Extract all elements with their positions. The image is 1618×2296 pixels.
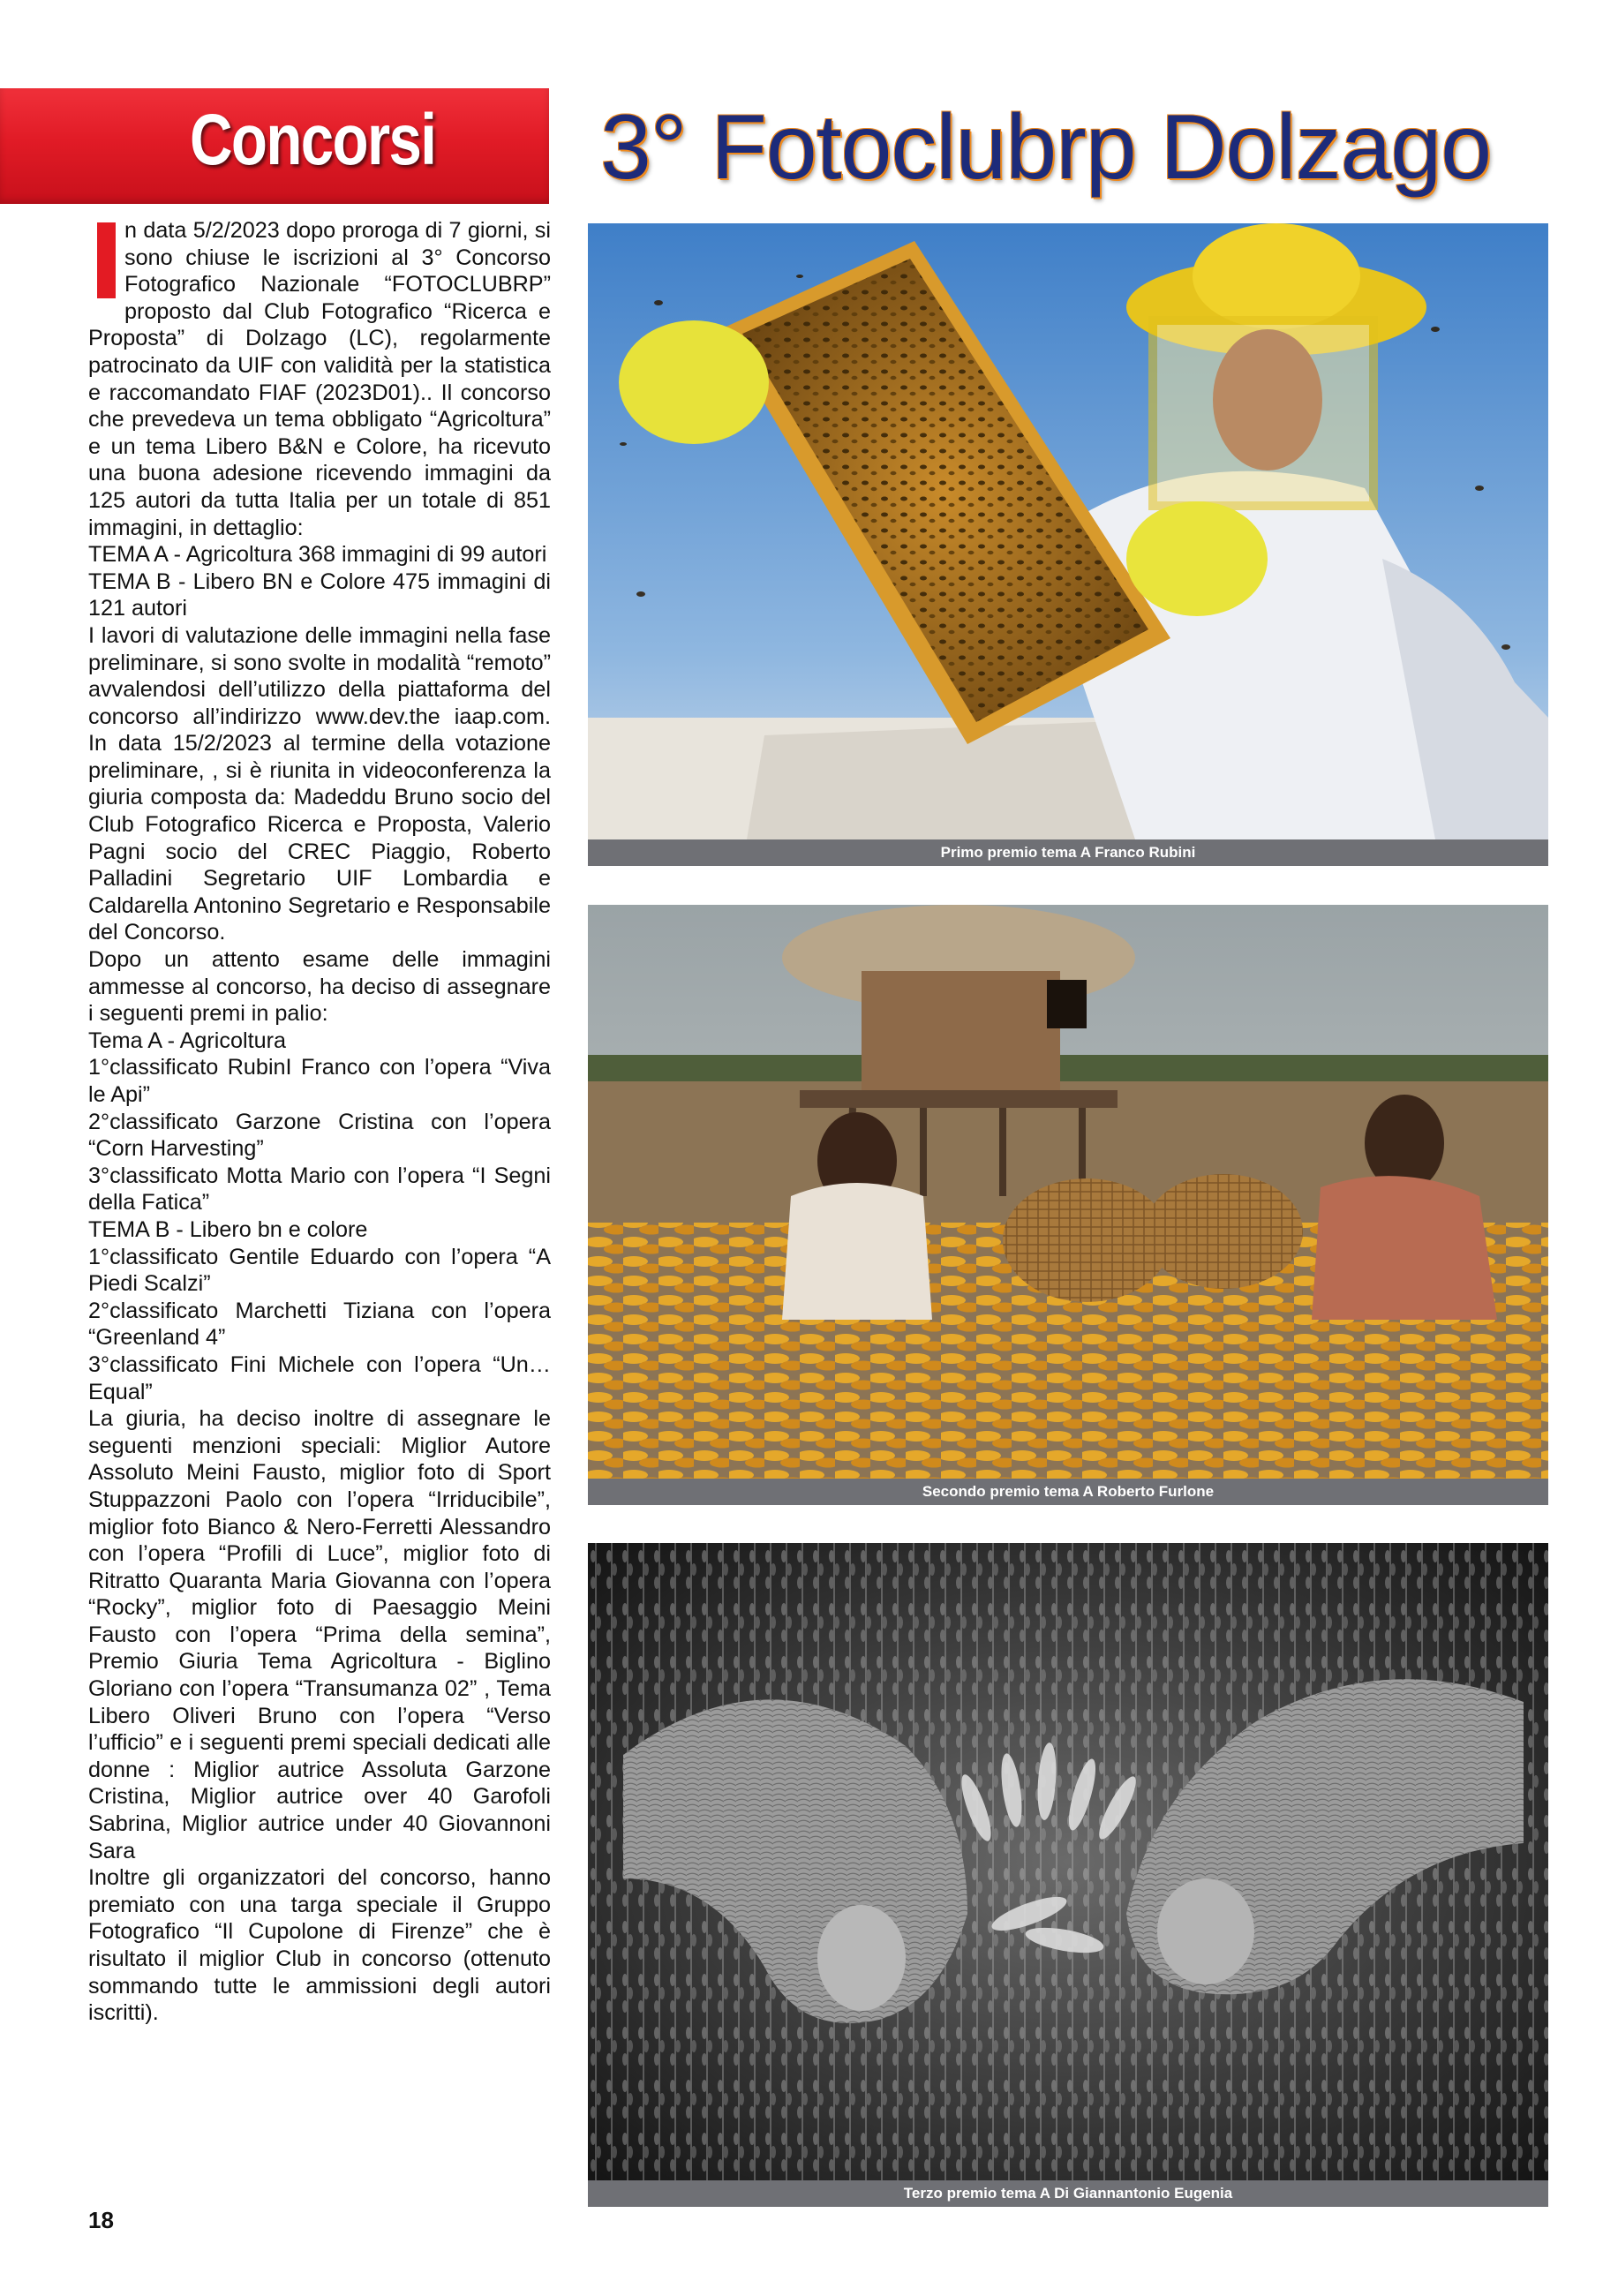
article-paragraph-13: 3°classificato Fini Michele con l’opera “Un…Equal” bbox=[88, 1351, 551, 1404]
photo-caption-1: Primo premio tema A Franco Rubini bbox=[588, 839, 1548, 866]
article-paragraph-6: Tema A - Agricoltura bbox=[88, 1028, 286, 1053]
page-number: 18 bbox=[88, 2207, 114, 2233]
article-paragraph-3: TEMA B - Libero BN e Colore 475 immagini di 121 autori bbox=[88, 568, 551, 621]
article-paragraph-11: 1°classificato Gentile Eduardo con l’opera “A Piedi Scalzi” bbox=[88, 1244, 551, 1297]
article-body bbox=[88, 217, 551, 2212]
dropcap: I bbox=[97, 222, 116, 298]
article-paragraph-2: TEMA A - Agricoltura 368 immagini di 99 autori bbox=[88, 542, 547, 568]
article-paragraph-7: 1°classificato RubinI Franco con l’opera “Viva le Api” bbox=[88, 1055, 551, 1107]
hands-wheat-image bbox=[588, 1543, 1548, 2180]
article-paragraph-14: La giuria, ha deciso inoltre di assegnare le seguenti menzioni speciali: Miglior Autore Assoluto Meini Fausto, miglior foto di Sport Stuppazzoni Paolo con l’opera “Irriducibile”, miglior foto Bianco & Nero-Ferretti Alessandro con l’opera “Profili di Luce”, miglior foto di Ritratto Quaranta Maria Giovanna con l’opera “Rocky”, miglior foto di Paesaggio Meini Fausto con l’opera “Prima della semina”, Premio Giuria Tema Agricoltura - Biglino Gloriano con l’opera “Transumanza 02” , Tema Libero Oliveri Bruno con l’opera “Verso l’ufficio” e i seguenti premi speciali dedicati alle donne : Miglior autrice Assoluta Garzone Cristina, Miglior autrice over 40 Garofoli Sabrina, Miglior autrice under 40 Giovannoni Sara bbox=[88, 1406, 551, 1863]
photo-caption-3: Terzo premio tema A Di Giannantonio Eugenia bbox=[588, 2180, 1548, 2207]
section-label: Concorsi bbox=[190, 100, 436, 180]
article-paragraph-8: 2°classificato Garzone Cristina con l’opera “Corn Harvesting” bbox=[88, 1109, 551, 1162]
article-paragraph-9: 3°classificato Motta Mario con l’opera “I Segni della Fatica” bbox=[88, 1163, 551, 1216]
corn-harvest-image bbox=[588, 905, 1548, 1479]
article-paragraph-1 bbox=[88, 217, 551, 541]
section-banner bbox=[0, 88, 549, 204]
article-paragraph-15: Inoltre gli organizzatori del concorso, hanno premiato con una targa speciale il Gruppo Fotografico “Il Cupolone di Firenze” che è risultato il miglior Club in concorso (ottenuto sommando tutte le ammissioni degli autori iscritti). bbox=[88, 1865, 551, 2026]
photo-hands-wheat bbox=[588, 1543, 1548, 2180]
beekeeper-image bbox=[588, 223, 1548, 839]
photo-corn-harvest bbox=[588, 905, 1548, 1479]
page-title: 3° Fotoclubrp Dolzago bbox=[600, 96, 1492, 199]
article-paragraph-10: TEMA B - Libero bn e colore bbox=[88, 1216, 368, 1242]
paragraph-text: n data 5/2/2023 dopo proroga di 7 giorni, si sono chiuse le iscrizioni al 3° Concorso Fotografico Nazionale “FOTOCLUBRP” proposto dal Club Fotografico “Ricerca e Proposta” di Dolzago (LC), regolarmente patrocinato da UIF con validità per la statistica e raccomandato FIAF (2023D01).. Il concorso che prevedeva un tema obbligato “Agricoltura” e un tema Libero B&N e Colore, ha ricevuto una buona adesione ricevendo immagini da 125 autori da tutta Italia per un totale di 851 immagini, in dettaglio: bbox=[88, 218, 551, 540]
article-paragraph-5: Dopo un attento esame delle immagini ammesse al concorso, ha deciso di assegnare i seguenti premi in palio: bbox=[88, 947, 551, 1027]
article-paragraph-4: I lavori di valutazione delle immagini nella fase preliminare, si sono svolte in modalità “remoto” avvalendosi dell’utilizzo della piattaforma del concorso all’indirizzo www.dev.the iaap.com. In data 15/2/2023 al termine della votazione preliminare, , si è riunita in videoconferenza la giuria composta da: Madeddu Bruno socio del Club Fotografico Ricerca e Proposta, Valerio Pagni socio del CREC Piaggio, Roberto Palladini Segretario UIF Lombardia e Caldarella Antonino Segretario e Responsabile del Concorso. bbox=[88, 622, 551, 945]
article-paragraph-12: 2°classificato Marchetti Tiziana con l’opera “Greenland 4” bbox=[88, 1298, 551, 1351]
photo-caption-2: Secondo premio tema A Roberto Furlone bbox=[588, 1479, 1548, 1505]
photo-beekeeper bbox=[588, 223, 1548, 839]
